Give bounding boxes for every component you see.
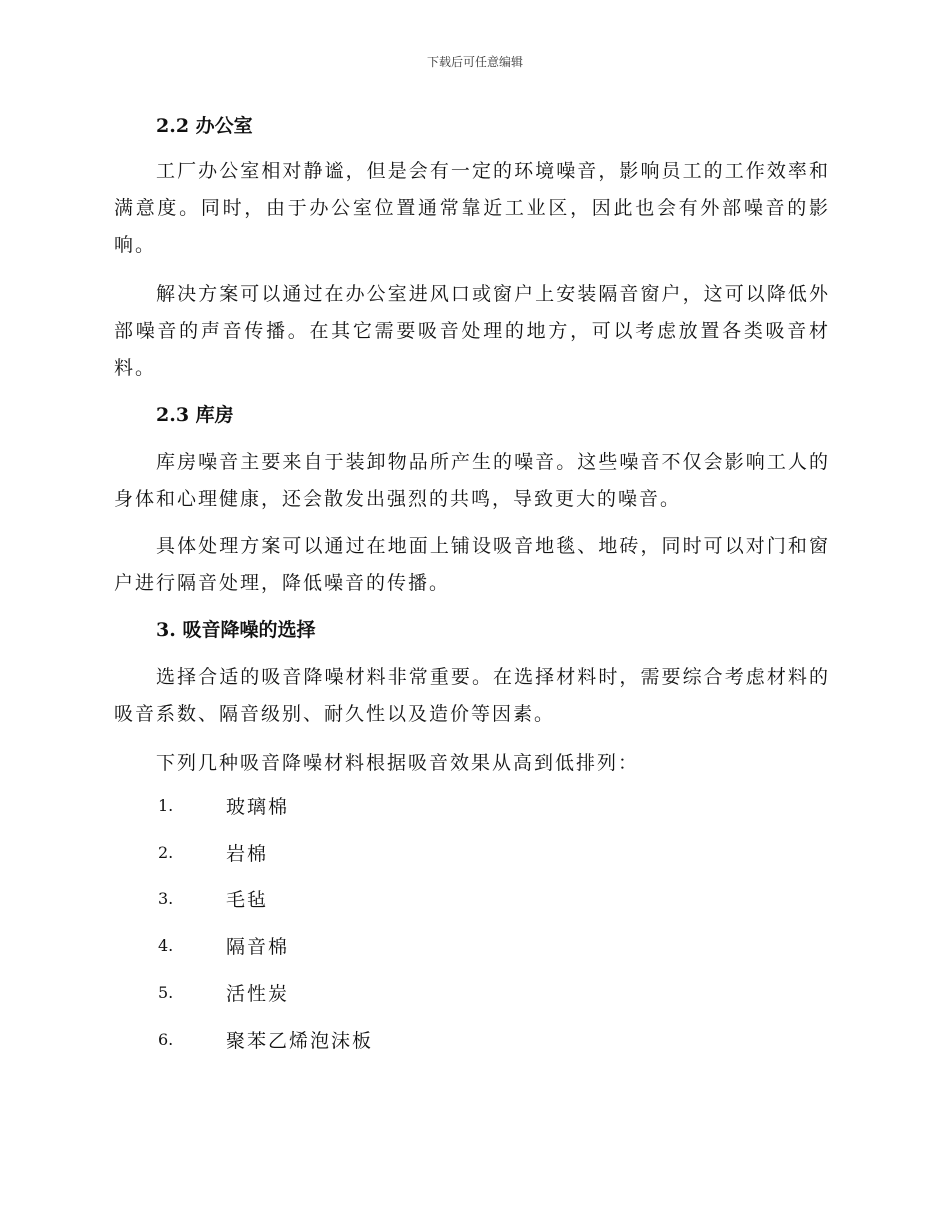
list-item-text: 活性炭: [226, 983, 290, 1006]
warehouse-paragraph-2: 具体处理方案可以通过在地面上铺设吸音地毯、地砖，同时可以对门和窗户进行隔音处理，降低噪音的传播。: [114, 535, 830, 594]
office-paragraph-1: 工厂办公室相对静谧，但是会有一定的环境噪音，影响员工的工作效率和满意度。同时，由于办公室位置通常靠近工业区，因此也会有外部噪音的影响。: [114, 160, 830, 256]
list-item-number: 6.: [158, 1029, 174, 1049]
list-item: [114, 876, 830, 923]
section-heading-office: 2.2 办公室: [156, 115, 253, 137]
list-item-number: 1.: [158, 795, 174, 815]
list-item-text: 玻璃棉: [226, 795, 290, 818]
list-item-text: 毛毡: [226, 889, 269, 912]
list-item-number: 4.: [158, 936, 174, 956]
list-item-number: 2.: [158, 842, 174, 862]
list-item-text: 聚苯乙烯泡沫板: [226, 1029, 374, 1052]
list-item-text: 岩棉: [226, 842, 269, 865]
list-item: [114, 969, 830, 1016]
material-list: [114, 782, 830, 1063]
section-heading-warehouse: 2.3 库房: [156, 404, 234, 426]
selection-paragraph-1: 选择合适的吸音降噪材料非常重要。在选择材料时，需要综合考虑材料的吸音系数、隔音级别、耐久性以及造价等因素。: [114, 666, 830, 725]
office-paragraph-2: 解决方案可以通过在办公室进风口或窗户上安装隔音窗户，这可以降低外部噪音的声音传播。在其它需要吸音处理的地方，可以考虑放置各类吸音材料。: [114, 283, 830, 379]
warehouse-paragraph-1: 库房噪音主要来自于装卸物品所产生的噪音。这些噪音不仅会影响工人的身体和心理健康，还会散发出强烈的共鸣，导致更大的噪音。: [114, 451, 830, 510]
selection-paragraph-2: 下列几种吸音降噪材料根据吸音效果从高到低排列：: [156, 752, 640, 774]
list-item: [114, 782, 830, 829]
list-item: [114, 922, 830, 969]
section-heading-selection: 3. 吸音降噪的选择: [156, 619, 316, 641]
list-item-number: 5.: [158, 983, 174, 1003]
list-item: [114, 829, 830, 876]
document-content: [114, 108, 830, 1063]
list-item-text: 隔音棉: [226, 936, 290, 959]
list-item: [114, 1016, 830, 1063]
header-note: 下载后可任意编辑: [426, 55, 523, 69]
list-item-number: 3.: [158, 889, 174, 909]
